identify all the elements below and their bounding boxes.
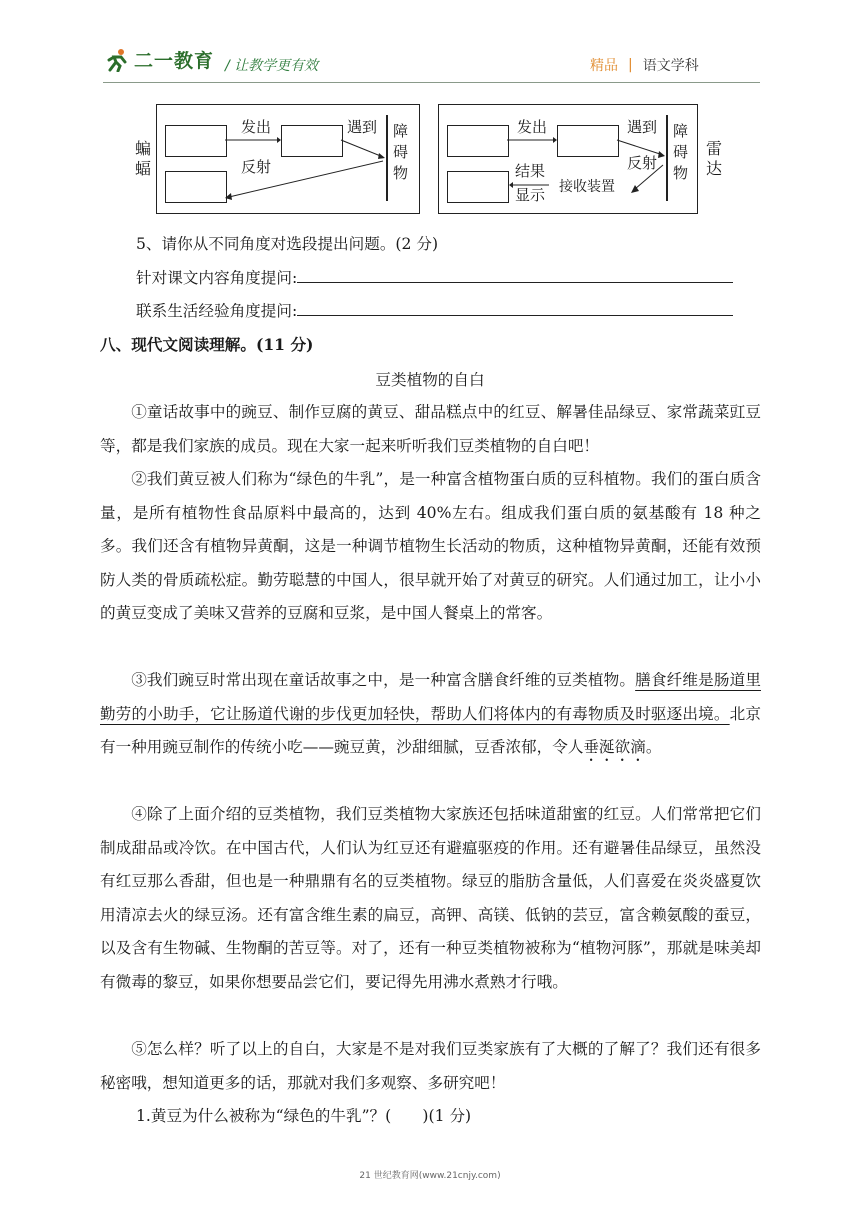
paragraph-1: ①童话故事中的豌豆、制作豆腐的黄豆、甜品糕点中的红豆、解暑佳品绿豆、家常蔬菜豇豆等，都是我们家族的成员。现在大家一起来听听我们豆类植物的自白吧！ bbox=[100, 403, 761, 455]
logo bbox=[106, 46, 214, 73]
paragraph-3 bbox=[100, 664, 761, 765]
question-5-line-1 bbox=[100, 262, 761, 296]
bat-label: 蝙蝠 bbox=[134, 139, 151, 178]
meet-label: 遇到 bbox=[347, 118, 378, 136]
display-label: 显示 bbox=[515, 186, 546, 204]
paragraph-2: ②我们黄豆被人们称为“绿色的牛乳”，是一种富含植物蛋白质的豆科植物。我们的蛋白质含量，是所有植物性食品原料中最高的，达到 40%左右。组成我们蛋白质的氨基酸有 18 种之多。我们还含有植物异黄酮，这是一种调节植物生长活动的物质，这种植物异黄酮，还能有效预防人类的骨质疏松症。勤劳聪慧的中国人，很早就开始了对黄豆的研究。人们通过加工，让小小的黄豆变成了美味又营养的豆腐和豆浆，是中国人餐桌上的常客。 bbox=[100, 470, 761, 622]
question-1: 1.黄豆为什么被称为“绿色的牛乳”？( )(1 分) bbox=[136, 1107, 472, 1125]
radar-obstacle-label: 障碍物 bbox=[673, 122, 689, 182]
radar-diagram bbox=[438, 104, 698, 214]
header-divider bbox=[103, 82, 760, 83]
life-angle-answer-field[interactable] bbox=[297, 297, 733, 316]
radar-reflect-label: 反射 bbox=[627, 154, 658, 172]
quality-badge: 精品 bbox=[590, 58, 618, 74]
radar-arrows bbox=[439, 105, 697, 213]
bat-echolocation-diagram bbox=[156, 104, 420, 214]
question-5-line-2 bbox=[100, 295, 761, 329]
header-subject-area bbox=[590, 55, 699, 75]
content-angle-answer-field[interactable] bbox=[297, 264, 733, 283]
page-footer: 21 世纪教育网(www.21cnjy.com) bbox=[359, 1171, 501, 1181]
radar-meet-label: 遇到 bbox=[627, 118, 658, 136]
reflect-label: 反射 bbox=[241, 158, 272, 176]
result-label: 结果 bbox=[515, 162, 546, 180]
paragraph-5: ⑤怎么样？听了以上的自白，大家是不是对我们豆类家族有了大概的了解了？我们还有很多秘密哦，想知道更多的话，那就对我们多观察、多研究吧！ bbox=[100, 1040, 761, 1092]
content-angle-label: 针对课文内容角度提问: bbox=[136, 269, 298, 287]
paragraph-4: ④除了上面介绍的豆类植物，我们豆类植物大家族还包括味道甜蜜的红豆。人们常常把它们制成甜品或冷饮。在中国古代，人们认为红豆还有避瘟驱疫的作用。还有避暑佳品绿豆，虽然没有红豆那么香甜，但也是一种鼎鼎有名的豆类植物。绿豆的脂肪含量低，人们喜爱在炎炎盛夏饮用清凉去火的绿豆汤。还有富含维生素的扁豆，高钾、高镁、低钠的芸豆，富含赖氨酸的蚕豆，以及含有生物碱、生物酮的苦豆等。对了，还有一种豆类植物被称为“植物河豚”，那就是味美却有微毒的黎豆，如果你想要品尝它们，要记得先用沸水煮熟才行哦。 bbox=[100, 805, 761, 991]
subject-label: 语文学科 bbox=[642, 58, 699, 74]
paragraph-3-start: ③我们豌豆时常出现在童话故事之中，是一种富含膳食纤维的豆类植物。 bbox=[131, 671, 636, 689]
receiver-label: 接收装置 bbox=[559, 179, 615, 195]
obstacle-label: 障碍物 bbox=[393, 122, 409, 182]
radar-label: 雷达 bbox=[705, 139, 722, 178]
question-5: 5、请你从不同角度对选段提出问题。(2 分) bbox=[136, 235, 439, 253]
paragraph-3-end: 。 bbox=[645, 738, 662, 756]
bat-arrows bbox=[157, 105, 419, 213]
slogan: / 让教学更有效 bbox=[225, 58, 319, 74]
article-title: 豆类植物的自白 bbox=[375, 371, 485, 389]
underlined-sentence: 膳食纤维是肠道里勤劳的小助手，它让肠道代谢的步伐更加轻快，帮助人们将体内的有毒物质及时驱逐出境。 bbox=[100, 671, 761, 723]
header-separator: | bbox=[628, 57, 633, 73]
emit-label: 发出 bbox=[241, 118, 272, 136]
section-8-heading: 八、现代文阅读理解。(11 分) bbox=[100, 335, 314, 354]
runner-logo-icon bbox=[106, 48, 130, 72]
dotted-phrase: 垂涎欲滴 bbox=[583, 738, 646, 756]
radar-emit-label: 发出 bbox=[517, 118, 548, 136]
logo-text: 二一教育 bbox=[134, 50, 215, 72]
life-angle-label: 联系生活经验角度提问: bbox=[136, 302, 298, 320]
page-header bbox=[0, 0, 860, 90]
paragraph-3-middle: 北京有一种用豌豆制作的传统小吃——豌豆黄，沙甜细腻，豆香浓郁，令人 bbox=[100, 704, 761, 756]
